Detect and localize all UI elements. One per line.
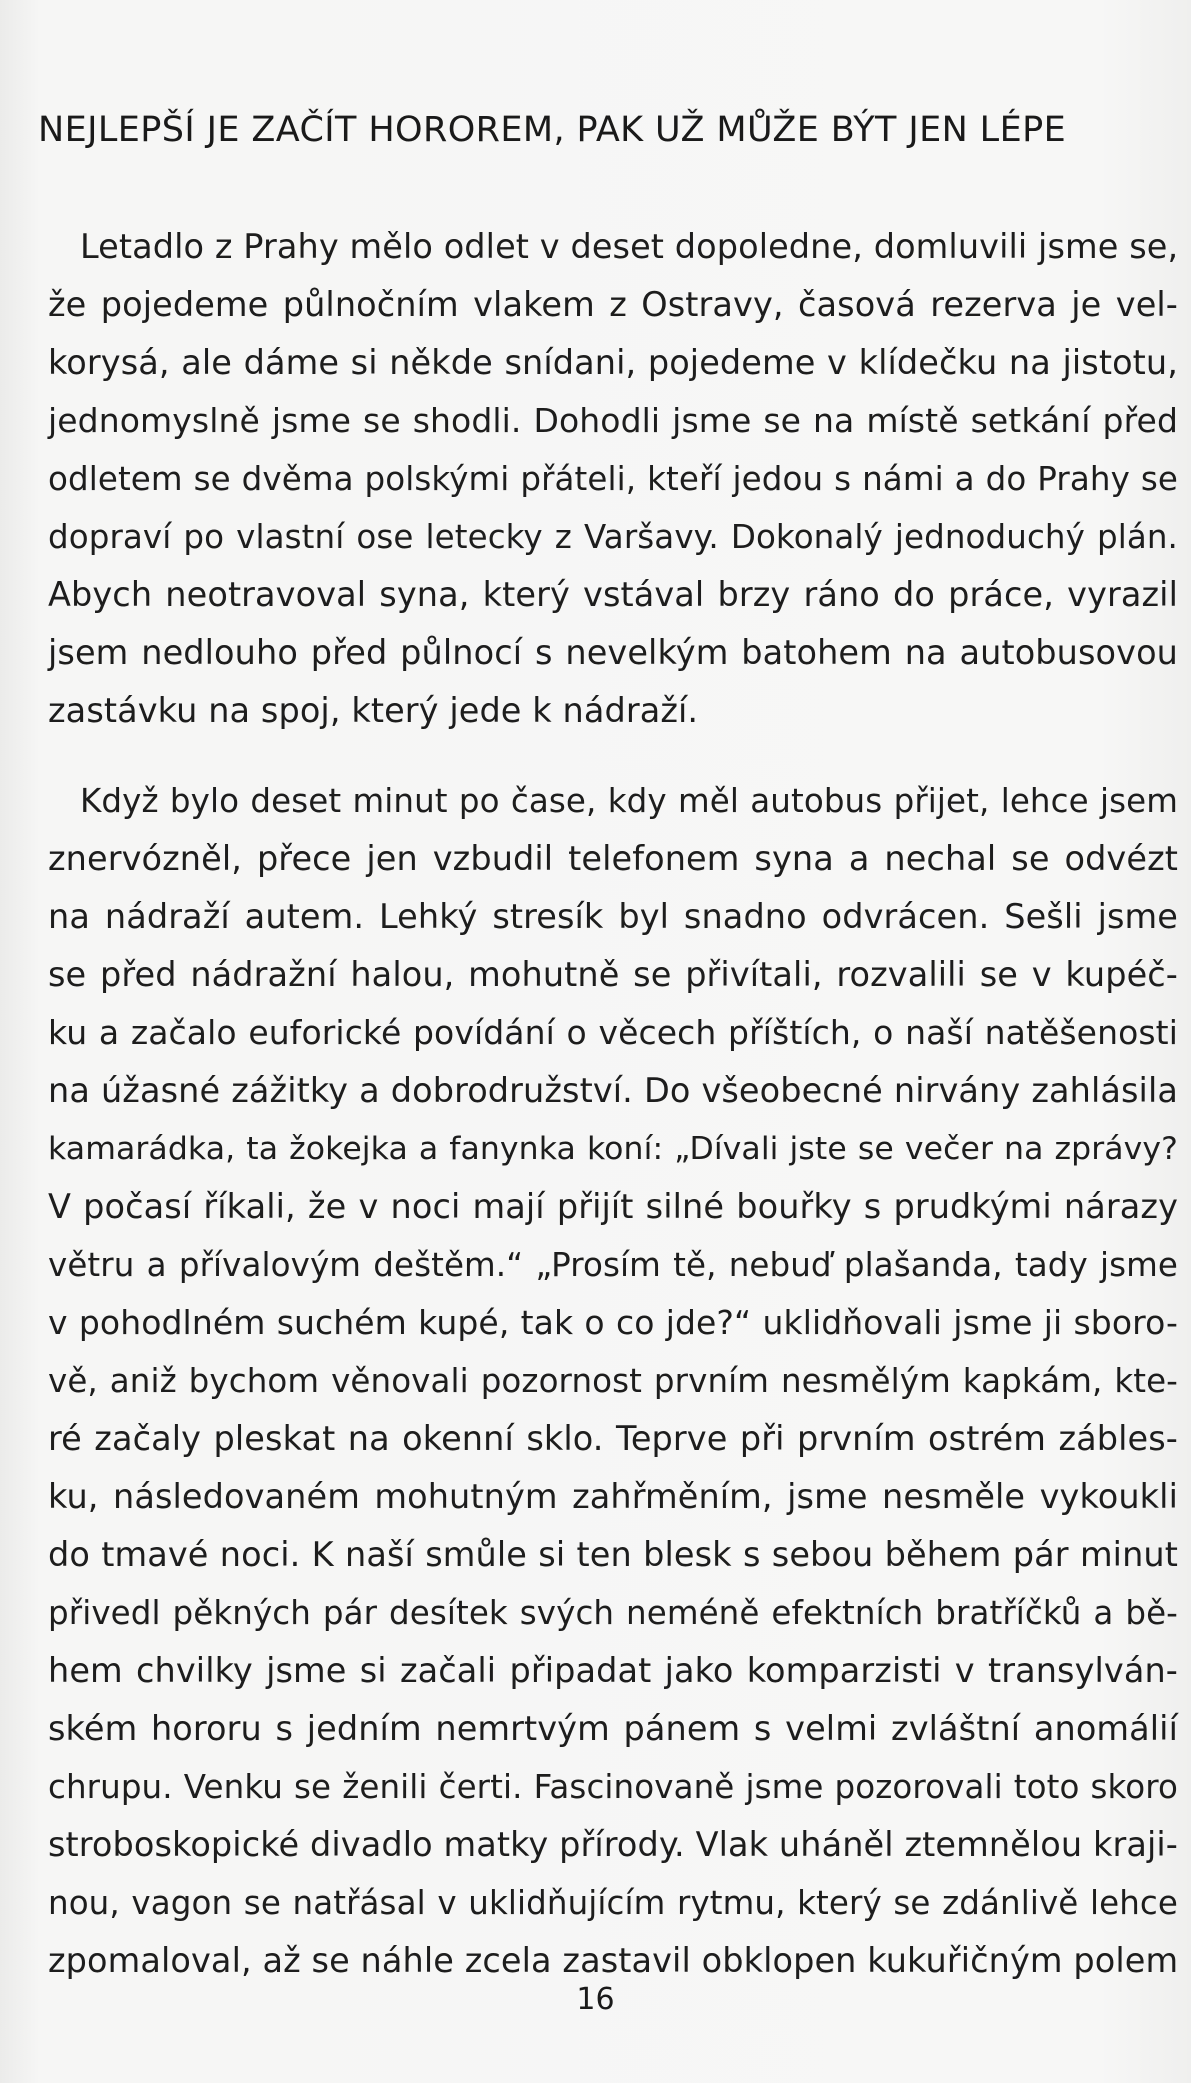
text-line: Abych neotravoval syna, který vstával brzy ráno do práce, vyrazil (48, 575, 1178, 614)
text-line: větru a přívalovým deštěm.“ „Prosím tě, nebuď plašanda, tady jsme (48, 1246, 1178, 1284)
text-line: ku a začalo euforické povídání o věcech příštích, o naší natěšenosti (48, 1013, 1178, 1052)
text-line: zpomaloval, až se náhle zcela zastavil obklopen kukuřičným polem (48, 1941, 1179, 1980)
text-line: v pohodlném suchém kupé, tak o co jde?“ uklidňovali jsme ji sboro- (48, 1303, 1178, 1342)
text-line: dopraví po vlastní ose letecky z Varšavy. Dokonalý jednoduchý plán. (48, 518, 1178, 556)
text-line: ském hororu s jedním nemrtvým pánem s velmi zvláštní anomálií (48, 1709, 1178, 1748)
paragraph-2 (48, 772, 1178, 1990)
text-line: zastávku na spoj, který jede k nádraží. (48, 691, 699, 730)
text-line: odletem se dvěma polskými přáteli, kteří jedou s námi a do Prahy se (48, 460, 1178, 498)
text-line: hem chvilky jsme si začali připadat jako komparzisti v transylván- (48, 1651, 1178, 1690)
text-line: kamarádka, ta žokejka a fanynka koní: „Dívali jste se večer na zprávy? (48, 1131, 1178, 1167)
text-line: se před nádražní halou, mohutně se přivítali, rozvalili se v kupéč- (48, 955, 1178, 994)
paragraph-1 (48, 218, 1178, 740)
text-line: ku, následovaném mohutným zahřměním, jsme nesměle vykoukli (48, 1477, 1178, 1516)
text-line: přivedl pěkných pár desítek svých neméně efektních bratříčků a bě- (48, 1594, 1178, 1632)
text-line: ré začaly pleskat na okenní sklo. Teprve při prvním ostrém zábles- (48, 1419, 1178, 1458)
text-line: že pojedeme půlnočním vlakem z Ostravy, časová rezerva je vel- (48, 285, 1178, 324)
text-line: nou, vagon se natřásal v uklidňujícím rytmu, který se zdánlivě lehce (48, 1884, 1178, 1922)
text-line: na úžasné zážitky a dobrodružství. Do všeobecné nirvány zahlásila (48, 1071, 1178, 1110)
text-line: Letadlo z Prahy mělo odlet v deset dopoledne, domluvili jsme se, (80, 227, 1179, 266)
chapter-title: NEJLEPŠÍ JE ZAČÍT HOROREM, PAK UŽ MŮŽE BÝT JEN LÉPE (38, 110, 1067, 150)
text-line: stroboskopické divadlo matky přírody. Vlak uháněl ztemnělou kraji- (48, 1825, 1178, 1864)
page-number: 16 (576, 1982, 615, 2017)
text-line: chrupu. Venku se ženili čerti. Fascinovaně jsme pozorovali toto skoro (48, 1768, 1178, 1806)
text-line: znervózněl, přece jen vzbudil telefonem syna a nechal se odvézt (48, 839, 1178, 878)
text-line: jsem nedlouho před půlnocí s nevelkým batohem na autobusovou (48, 633, 1178, 672)
text-line: korysá, ale dáme si někde snídani, pojedeme v klídečku na jistotu, (48, 343, 1178, 382)
text-line: do tmavé noci. K naší smůle si ten blesk s sebou během pár minut (48, 1535, 1178, 1574)
text-line: V počasí říkali, že v noci mají přijít silné bouřky s prudkými nárazy (48, 1187, 1178, 1226)
text-line: Když bylo deset minut po čase, kdy měl autobus přijet, lehce jsem (80, 782, 1178, 820)
text-line: jednomyslně jsme se shodli. Dohodli jsme se na místě setkání před (48, 401, 1178, 440)
text-line: na nádraží autem. Lehký stresík byl snadno odvrácen. Sešli jsme (48, 897, 1178, 936)
text-line: vě, aniž bychom věnovali pozornost prvním nesmělým kapkám, kte- (48, 1362, 1178, 1400)
